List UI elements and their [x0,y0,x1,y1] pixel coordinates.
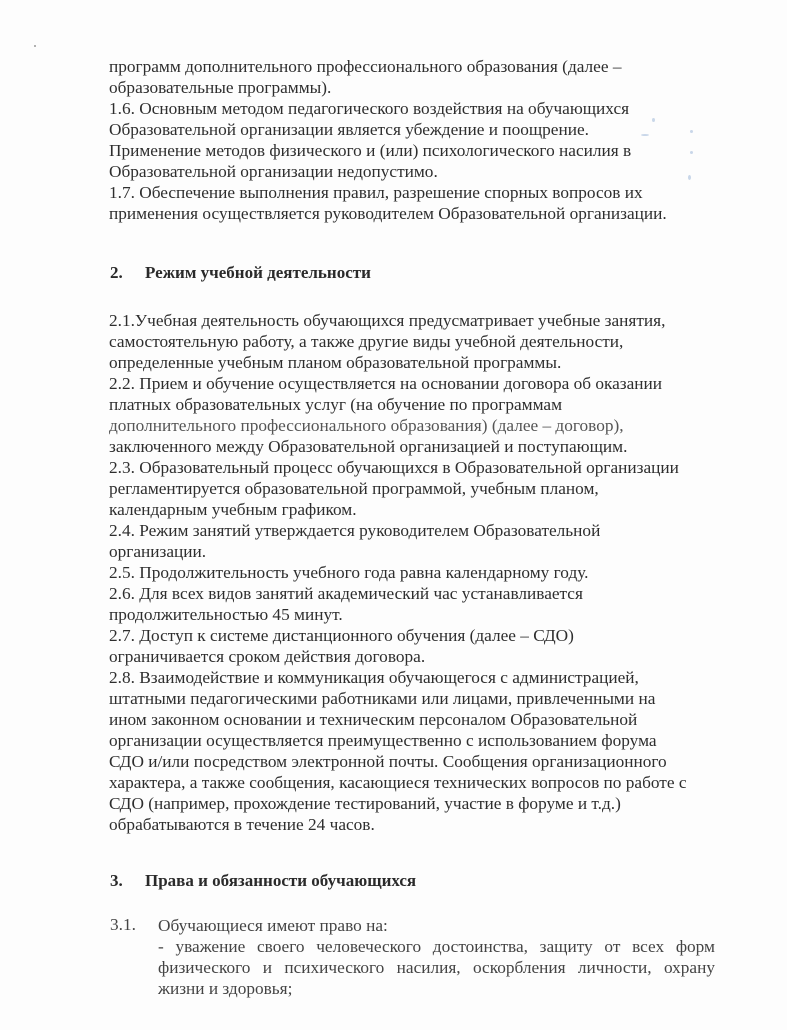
text-line: 2.2. Прием и обучение осуществляется на основании договора об оказании [109,374,663,393]
text-line: организации осуществляется преимущественно с использованием форума [109,731,657,750]
text-line: Образовательной организации недопустимо. [109,162,438,181]
text-line: определенные учебным планом образовательной программы. [109,353,562,372]
item-number: 3.1. [110,915,136,934]
text-line: заключенного между Образовательной организацией и поступающим. [109,437,628,456]
text-line: 2.5. Продолжительность учебного года равна календарному году. [109,563,589,582]
section-1-continuation [109,56,729,224]
text-line: программ дополнительного профессионального образования (далее – [109,57,622,76]
text-line: характера, а также сообщения, касающиеся технических вопросов по работе с [109,773,687,792]
text-line: физического и психического насилия, оскорбления личности, охрану [158,958,715,977]
text-line: самостоятельную работу, а также другие виды учебной деятельности, [109,332,624,351]
section-title: Права и обязанности обучающихся [145,871,417,890]
text-line: дополнительного профессионального образования) (далее – договор), [109,416,624,435]
text-line: образовательные программы). [109,78,332,97]
text-line: 2.3. Образовательный процесс обучающихся в Образовательной организации [109,458,679,477]
text-line: 2.6. Для всех видов занятий академический час устанавливается [109,584,583,603]
text-line: Применение методов физического и (или) психологического насилия в [109,141,632,160]
item-lead: Обучающиеся имеют право на: [158,916,388,935]
section-3-heading [110,871,416,891]
section-title: Режим учебной деятельности [145,263,371,282]
text-line: календарным учебным графиком. [109,500,357,519]
text-line: 2.4. Режим занятий утверждается руководителем Образовательной [109,521,601,540]
text-line: 2.1.Учебная деятельность обучающихся предусматривает учебные занятия, [109,311,666,330]
text-line: 2.8. Взаимодействие и коммуникация обучающегося с администрацией, [109,668,639,687]
section-2-body [109,310,729,835]
scan-speck [34,45,36,47]
text-line: Образовательной организации является убеждение и поощрение. [109,120,589,139]
item-3-1-body [158,915,715,999]
text-line: платных образовательных услуг (на обучение по программам [109,395,563,414]
text-line: 2.7. Доступ к системе дистанционного обучения (далее – СДО) [109,626,574,645]
section-number: 2. [110,263,123,282]
text-line: ином законном основании и техническим персоналом Образовательной [109,710,638,729]
text-line: обрабатываются в течение 24 часов. [109,815,375,834]
section-number: 3. [110,871,123,890]
text-line: СДО и/или посредством электронной почты. Сообщения организационного [109,752,667,771]
text-line: организации. [109,542,207,561]
text-line: 1.6. Основным методом педагогического воздействия на обучающихся [109,99,630,118]
text-line: продолжительностью 45 минут. [109,605,343,624]
text-line: жизни и здоровья; [158,979,293,998]
text-line: 1.7. Обеспечение выполнения правил, разрешение спорных вопросов их [109,183,643,202]
text-line: СДО (например, прохождение тестирований, участие в форуме и т.д.) [109,794,621,813]
text-line: применения осуществляется руководителем Образовательной организации. [109,204,667,223]
text-line: - уважение своего человеческого достоинства, защиту от всех форм [158,937,715,956]
section-2-heading [110,263,371,283]
text-line: регламентируется образовательной программой, учебным планом, [109,479,599,498]
text-line: штатными педагогическими работниками или лицами, привлеченными на [109,689,656,708]
text-line: ограничивается сроком действия договора. [109,647,426,666]
